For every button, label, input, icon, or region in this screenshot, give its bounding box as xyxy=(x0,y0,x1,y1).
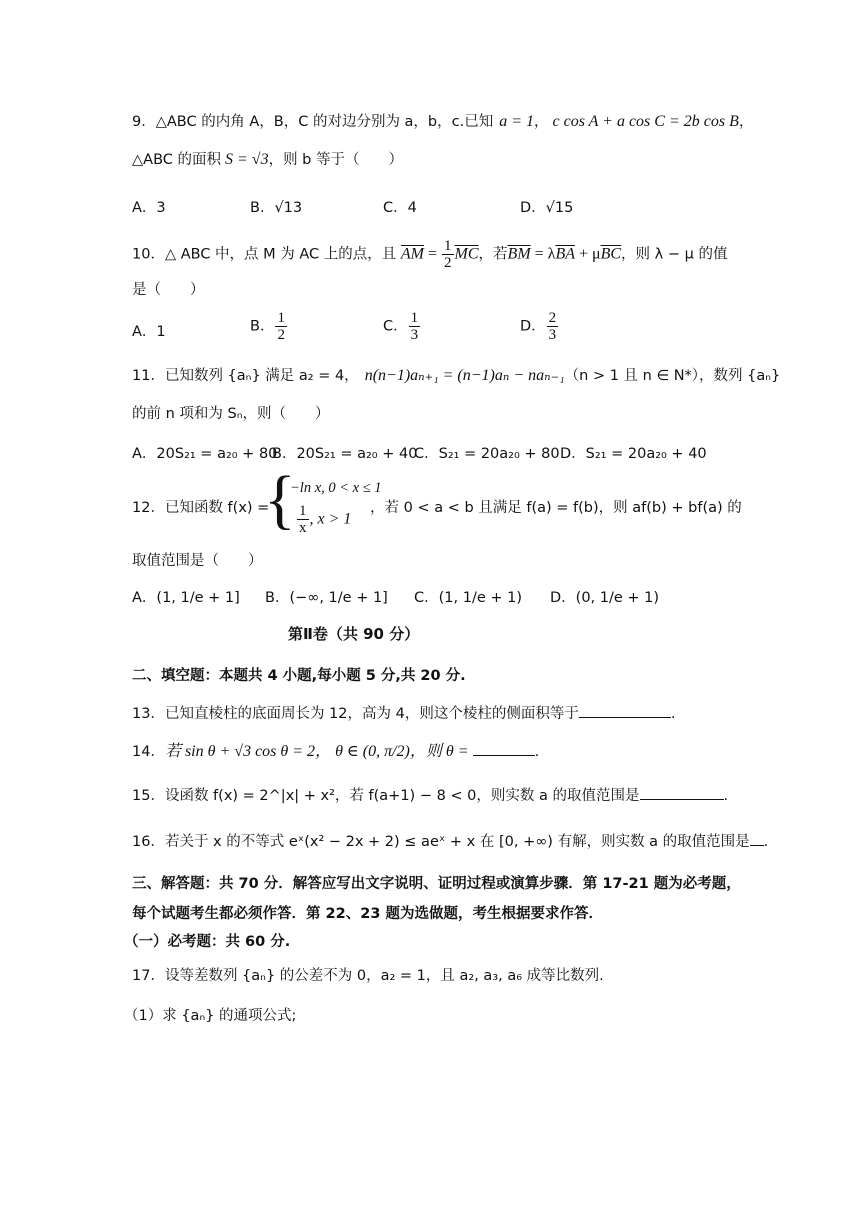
math-area: S = √3 xyxy=(225,151,269,168)
answer-blank[interactable] xyxy=(579,717,671,718)
question-text: ，则 b 等于（ ） xyxy=(268,152,403,168)
option-d: D．√15 xyxy=(520,200,574,216)
question-17-part-1: （1）求 {aₙ} 的通项公式; xyxy=(124,1008,297,1024)
question-16: 16．若关于 x 的不等式 eˣ(x² − 2x + 2) ≤ aeˣ + x 在 [0, +∞) 有解，则实数 a 的取值范围是 . xyxy=(132,834,769,850)
question-text: 已知函数 f(x) = xyxy=(164,500,270,516)
option-a: A．20S₂₁ = a₂₀ + 80 xyxy=(132,446,278,462)
vector-ba: $\overline{BA}$ xyxy=(555,245,575,263)
vector-bc: $\overline{BC}$ xyxy=(600,245,622,263)
option-b: B．(−∞, 1/e + 1] xyxy=(265,590,388,606)
option-c: C． $\frac{1}{3}$ xyxy=(383,310,419,343)
vector-bm: $\overline{BM}$ xyxy=(507,245,531,263)
math-equation: 若 sin θ + √3 cos θ = 2， xyxy=(164,743,332,760)
part-3-subheading: （一）必考题：共 60 分. xyxy=(124,934,291,950)
part-3-heading-line-1: 三、解答题：共 70 分．解答应写出文字说明、证明过程或演算步骤．第 17-21 题为必考题， xyxy=(132,876,741,892)
question-number: 10． xyxy=(132,246,165,263)
question-12-line-1 xyxy=(132,498,269,518)
option-a: A．(1, 1/e + 1] xyxy=(132,590,240,606)
section-title: 第Ⅱ卷（共 90 分） xyxy=(288,625,420,643)
question-text: 若关于 x 的不等式 eˣ(x² − 2x + 2) ≤ aeˣ + x 在 [0, +∞) 有解，则实数 a 的取值范围是 xyxy=(164,834,750,850)
question-11-line-1 xyxy=(132,366,780,386)
math-equation: c cos A + a cos C = 2b cos B xyxy=(552,113,739,130)
question-number: 17． xyxy=(132,968,165,984)
question-text: 设函数 f(x) = 2^|x| + x²，若 f(a+1) − 8 < 0，则实数 a 的取值范围是 xyxy=(164,788,640,804)
option-d: D．(0, 1/e + 1) xyxy=(550,590,660,606)
math-condition: a = 1 xyxy=(499,113,535,130)
option-b: B．20S₂₁ = a₂₀ + 40 xyxy=(272,446,418,462)
question-text: 已知数列 {aₙ} 满足 a₂ = 4， xyxy=(164,368,359,384)
answer-blank[interactable] xyxy=(640,799,724,800)
answer-blank[interactable] xyxy=(473,755,535,756)
option-c: C．S₂₁ = 20a₂₀ + 80 xyxy=(414,446,560,462)
question-number: 14． xyxy=(132,744,165,760)
option-d: D．S₂₁ = 20a₂₀ + 40 xyxy=(560,446,707,462)
piecewise-case-2: $\frac{1}{x}$ , x > 1 xyxy=(299,503,352,536)
option-d: D． $\frac{2}{3}$ xyxy=(520,310,557,343)
question-11-line-2: 的前 n 项和为 Sₙ，则（ ） xyxy=(132,406,330,422)
question-9-line-2 xyxy=(132,150,403,170)
fraction: $\frac{1}{2}$ xyxy=(444,238,452,271)
question-13: 13．已知直棱柱的底面周长为 12，高为 4，则这个棱柱的侧面积等于 . xyxy=(132,706,676,722)
question-15: 15．设函数 f(x) = 2^|x| + x²，若 f(a+1) − 8 < 0，则实数 a 的取值范围是 . xyxy=(132,788,729,804)
vector-mc: $\overline{MC}$ xyxy=(454,245,479,263)
question-number: 16． xyxy=(132,834,165,850)
question-text: 设等差数列 {aₙ} 的公差不为 0，a₂ = 1，且 a₂, a₃, a₆ 成等比数列. xyxy=(164,968,604,984)
option-a: A．3 xyxy=(132,200,166,216)
question-text: ，则 λ − μ 的值 xyxy=(621,246,728,263)
question-9-line-1: 9．△ABC 的内角 A，B，C 的对边分别为 a，b，c.已知 a = 1， c cos A + a cos C = 2b cos B， xyxy=(132,113,754,130)
question-text: ，若 xyxy=(478,246,508,263)
question-number: 12． xyxy=(132,500,165,516)
answer-blank[interactable] xyxy=(750,845,764,846)
question-text: （n > 1 且 n ∈ N*），数列 {aₙ} xyxy=(564,368,781,384)
question-14: 14．若 sin θ + √3 cos θ = 2， θ ∈ (0, π/2)，则 θ = . xyxy=(132,743,540,760)
math-text: ，则 θ = xyxy=(409,743,469,760)
option-c: C．(1, 1/e + 1) xyxy=(414,590,523,606)
question-text: △ABC 的面积 xyxy=(132,152,221,168)
option-b: B． $\frac{1}{2}$ xyxy=(250,310,285,343)
math-recurrence: n(n−1)aₙ₊₁ = (n−1)aₙ − naₙ₋₁ xyxy=(364,367,565,384)
vector-am: $\overline{AM}$ xyxy=(400,245,425,263)
part-3-heading-line-2: 每个试题考生都必须作答．第 22、23 题为选做题，考生根据要求作答． xyxy=(132,906,603,922)
question-12-condition: ，若 0 < a < b 且满足 f(a) = f(b)，则 af(b) + bf(a) 的 xyxy=(370,500,742,516)
piecewise-brace: { xyxy=(264,463,296,536)
option-c: C．4 xyxy=(383,200,417,216)
question-text: △ ABC 中，点 M 为 AC 上的点，且 xyxy=(164,246,397,263)
question-10-line-2: 是（ ） xyxy=(132,282,205,298)
part-2-heading: 二、填空题：本题共 4 小题,每小题 5 分,共 20 分. xyxy=(132,668,466,684)
question-number: 15． xyxy=(132,788,165,804)
question-17 xyxy=(132,966,604,986)
piecewise-case-1: −ln x, 0 < x ≤ 1 xyxy=(290,480,382,496)
option-a: A．1 xyxy=(132,324,166,340)
question-12-line-2: 取值范围是（ ） xyxy=(132,553,263,569)
option-b: B．√13 xyxy=(250,200,303,216)
question-number: 11． xyxy=(132,368,165,384)
question-text: 13．已知直棱柱的底面周长为 12，高为 4，则这个棱柱的侧面积等于 xyxy=(132,706,579,722)
question-number: 9． xyxy=(132,114,156,130)
question-10-line-1: 10．△ ABC 中，点 M 为 AC 上的点，且 $\overline{AM}$ = $\frac{1}{2}$ $\overline{MC}$，若$\overline{BM} = \lambda\overline{BA} + \mu\overline{BC}$，则 λ − μ 的值 xyxy=(132,238,728,271)
question-text: △ABC 的内角 A，B，C 的对边分别为 a，b，c.已知 xyxy=(155,114,494,130)
math-interval: θ ∈ (0, π/2) xyxy=(335,743,410,760)
